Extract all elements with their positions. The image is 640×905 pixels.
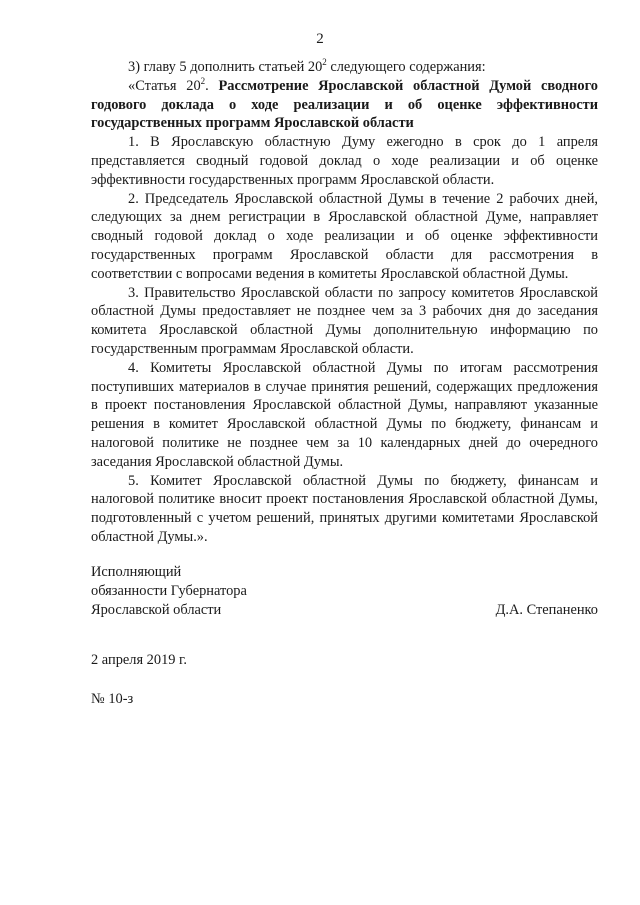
signatory-title-line-3: Ярославской области	[91, 602, 222, 618]
signatory-row	[91, 601, 598, 620]
law-number: № 10-з	[91, 691, 134, 707]
intro-text-end: следующего содержания:	[326, 59, 486, 75]
paragraph-5: 5. Комитет Ярославской областной Думы по бюджету, финансам и налоговой политике вносит проект постановления Ярославской областной Думы, подготовленный с учетом решений, принятых другими комитетами Ярославской областной Думы.».	[91, 472, 598, 545]
document-date: 2 апреля 2019 г.	[91, 652, 187, 668]
signatory-name: Д.А. Степаненко	[495, 602, 598, 618]
article-title: Рассмотрение Ярославской областной Думой сводного годового доклада о ходе реализации и об оценке эффективности государственных программ Ярославской области	[91, 77, 598, 132]
paragraph-4: 4. Комитеты Ярославской областной Думы по итогам рассмотрения поступивших материалов в случае принятия решений, содержащих предложения в проект постановления Ярославской областной Думы, направляют указанные решения в комитет Ярославской областной Думы по бюджету, финансам и налоговой политике не позднее чем за 10 календарных дней до очередного заседания Ярославской областной Думы.	[91, 359, 598, 470]
article-prefix: «Статья 20	[128, 77, 201, 94]
document-body	[91, 58, 598, 547]
paragraph-2: 2. Председатель Ярославской областной Думы в течение 2 рабочих дней, следующих за днем регистрации в Ярославской областной Думе, направляет сводный годовой доклад о ходе реализации и об оценке эффективности государственных программ Ярославской области для рассмотрения в соответствии с вопросами ведения в комитеты Ярославской областной Думы.	[91, 190, 598, 282]
paragraph-1: 1. В Ярославскую областную Думу ежегодно в срок до 1 апреля представляется сводный годовой доклад о ходе реализации и об оценке эффективности государственных программ Ярославской области.	[91, 134, 598, 188]
intro-superscript: 2	[322, 57, 327, 67]
intro-text: 3) главу 5 дополнить статьей 20	[128, 59, 323, 75]
signatory-title-line-2: обязанности Губернатора	[91, 583, 247, 599]
signatory-title-line-1: Исполняющий	[91, 564, 182, 580]
page-number: 2	[316, 31, 324, 47]
paragraph-3: 3. Правительство Ярославской области по запросу комитетов Ярославской областной Думы предоставляет не позднее чем за 3 рабочих дня до заседания комитета Ярославской областной Думы дополнительную информацию по государственным программам Ярославской области.	[91, 284, 598, 357]
article-heading	[91, 77, 598, 133]
signature-block	[91, 563, 598, 620]
intro-paragraph	[91, 58, 598, 77]
article-prefix-end: .	[205, 77, 219, 94]
article-superscript: 2	[200, 75, 206, 86]
